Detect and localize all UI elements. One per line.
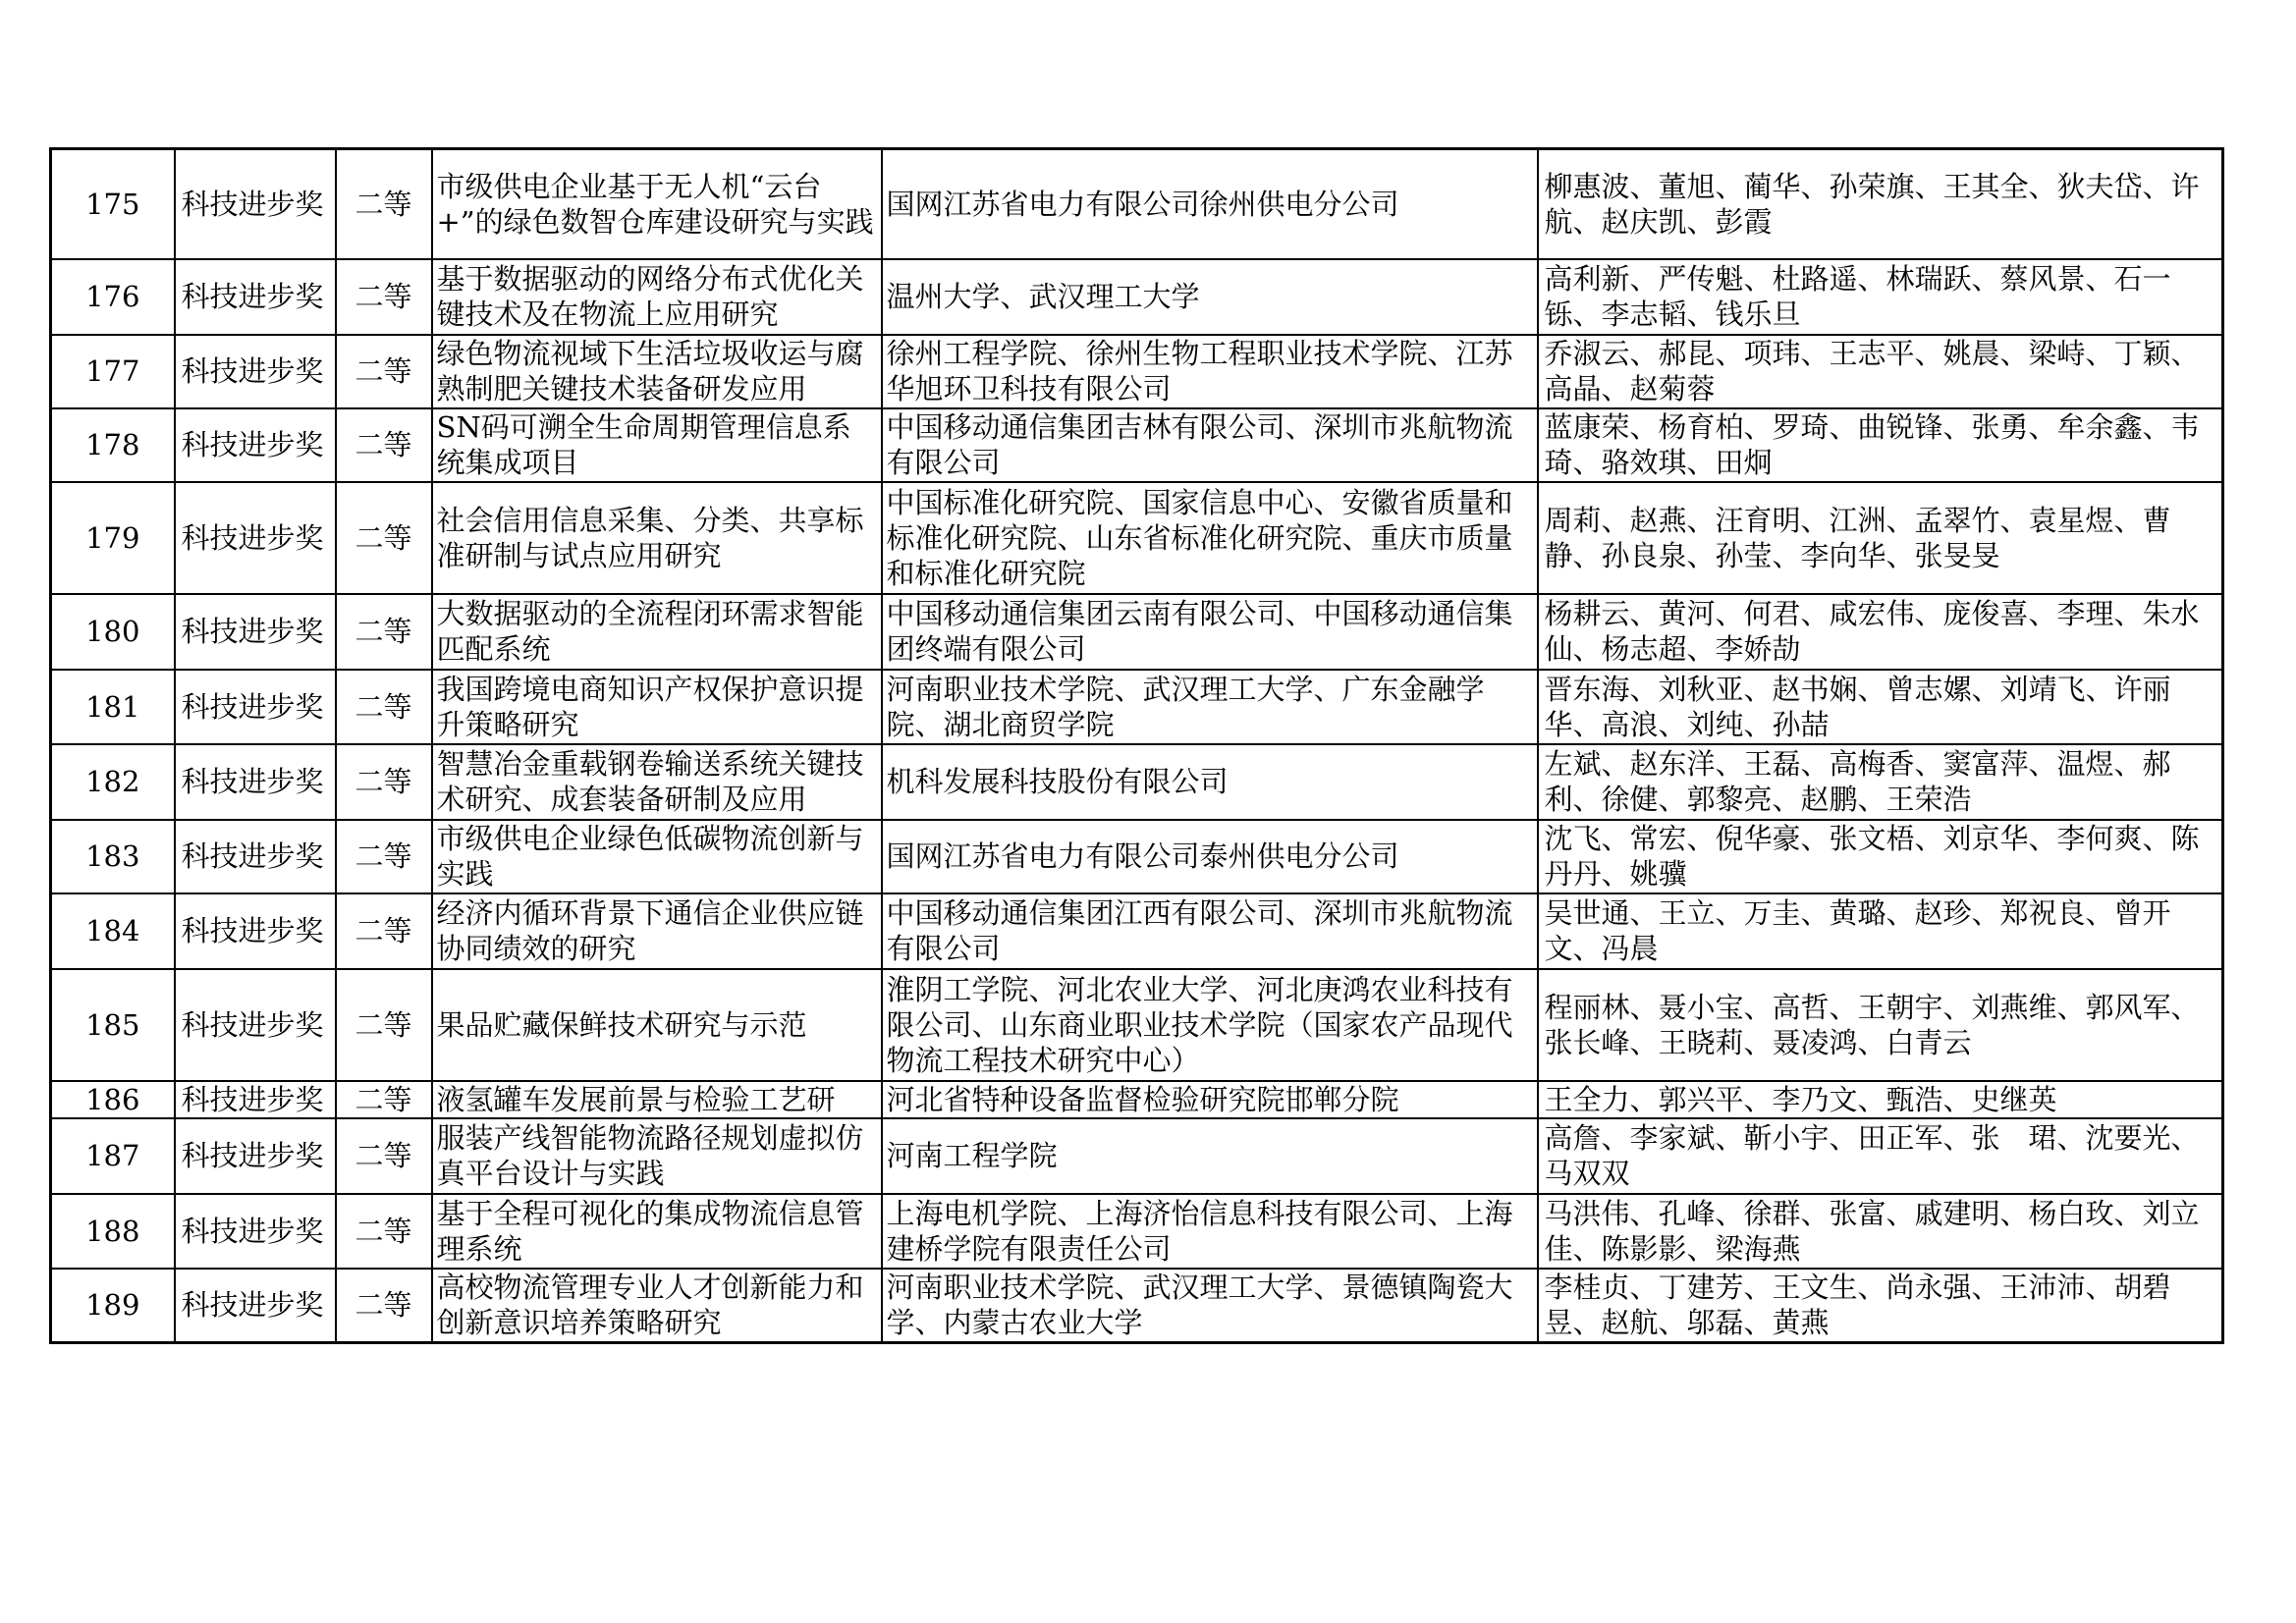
- row-number: 186: [51, 1081, 175, 1118]
- table-row: [51, 670, 2223, 744]
- project-name: 高校物流管理专业人才创新能力和创新意识培养策略研究: [432, 1269, 882, 1343]
- completing-people: 蓝康荣、杨育柏、罗琦、曲锐锋、张勇、牟余鑫、韦琦、骆效琪、田炯: [1538, 408, 2223, 482]
- award-grade: 二等: [336, 149, 432, 259]
- award-category: 科技进步奖: [175, 1118, 336, 1194]
- completing-people: 晋东海、刘秋亚、赵书娴、曾志嫘、刘靖飞、许丽华、高浪、刘纯、孙喆: [1538, 670, 2223, 744]
- row-number: 179: [51, 482, 175, 594]
- row-number: 180: [51, 594, 175, 670]
- completing-units: 温州大学、武汉理工大学: [882, 259, 1538, 335]
- table-row: [51, 259, 2223, 335]
- table-row: [51, 335, 2223, 408]
- row-number: 178: [51, 408, 175, 482]
- row-number: 181: [51, 670, 175, 744]
- project-name: 果品贮藏保鲜技术研究与示范: [432, 969, 882, 1081]
- table-row: [51, 594, 2223, 670]
- award-category: 科技进步奖: [175, 820, 336, 893]
- completing-units: 机科发展科技股份有限公司: [882, 744, 1538, 820]
- award-grade: 二等: [336, 1269, 432, 1343]
- table-row: [51, 820, 2223, 893]
- table-row: [51, 1194, 2223, 1269]
- award-category: 科技进步奖: [175, 594, 336, 670]
- completing-units: 河南工程学院: [882, 1118, 1538, 1194]
- award-category: 科技进步奖: [175, 1269, 336, 1343]
- project-name: 大数据驱动的全流程闭环需求智能匹配系统: [432, 594, 882, 670]
- completing-people: 高利新、严传魁、杜路遥、林瑞跃、蔡风景、石一铄、李志韬、钱乐旦: [1538, 259, 2223, 335]
- row-number: 183: [51, 820, 175, 893]
- award-category: 科技进步奖: [175, 335, 336, 408]
- project-name: 市级供电企业基于无人机“云台+”的绿色数智仓库建设研究与实践: [432, 149, 882, 259]
- completing-people: 柳惠波、董旭、蔺华、孙荣旗、王其全、狄夫岱、许航、赵庆凯、彭霞: [1538, 149, 2223, 259]
- project-name: 经济内循环背景下通信企业供应链协同绩效的研究: [432, 893, 882, 969]
- award-grade: 二等: [336, 969, 432, 1081]
- completing-units: 淮阴工学院、河北农业大学、河北庚鸿农业科技有限公司、山东商业职业技术学院（国家农产品现代物流工程技术研究中心）: [882, 969, 1538, 1081]
- award-grade: 二等: [336, 670, 432, 744]
- award-grade: 二等: [336, 594, 432, 670]
- award-grade: 二等: [336, 1194, 432, 1269]
- completing-people: 杨耕云、黄河、何君、咸宏伟、庞俊喜、李理、朱水仙、杨志超、李娇劼: [1538, 594, 2223, 670]
- completing-units: 河北省特种设备监督检验研究院邯郸分院: [882, 1081, 1538, 1118]
- row-number: 188: [51, 1194, 175, 1269]
- completing-people: 李桂贞、丁建芳、王文生、尚永强、王沛沛、胡碧昱、赵航、邬磊、黄燕: [1538, 1269, 2223, 1343]
- row-number: 189: [51, 1269, 175, 1343]
- completing-people: 沈飞、常宏、倪华豪、张文梧、刘京华、李何爽、陈丹丹、姚骥: [1538, 820, 2223, 893]
- completing-people: 高詹、李家斌、靳小宇、田正军、张 珺、沈要光、马双双: [1538, 1118, 2223, 1194]
- project-name: 基于数据驱动的网络分布式优化关键技术及在物流上应用研究: [432, 259, 882, 335]
- table-row: [51, 408, 2223, 482]
- table-row: [51, 1269, 2223, 1343]
- award-category: 科技进步奖: [175, 1081, 336, 1118]
- table-row: [51, 1081, 2223, 1118]
- award-table-body: [51, 149, 2223, 1343]
- completing-units: 中国移动通信集团吉林有限公司、深圳市兆航物流有限公司: [882, 408, 1538, 482]
- row-number: 175: [51, 149, 175, 259]
- completing-units: 徐州工程学院、徐州生物工程职业技术学院、江苏华旭环卫科技有限公司: [882, 335, 1538, 408]
- award-grade: 二等: [336, 893, 432, 969]
- project-name: 服装产线智能物流路径规划虚拟仿真平台设计与实践: [432, 1118, 882, 1194]
- award-grade: 二等: [336, 335, 432, 408]
- row-number: 185: [51, 969, 175, 1081]
- project-name: 智慧冶金重载钢卷输送系统关键技术研究、成套装备研制及应用: [432, 744, 882, 820]
- project-name: 社会信用信息采集、分类、共享标准研制与试点应用研究: [432, 482, 882, 594]
- completing-people: 乔淑云、郝昆、项玮、王志平、姚晨、梁峙、丁颖、高晶、赵菊蓉: [1538, 335, 2223, 408]
- award-grade: 二等: [336, 820, 432, 893]
- completing-units: 上海电机学院、上海济怡信息科技有限公司、上海建桥学院有限责任公司: [882, 1194, 1538, 1269]
- completing-units: 河南职业技术学院、武汉理工大学、景德镇陶瓷大学、内蒙古农业大学: [882, 1269, 1538, 1343]
- award-grade: 二等: [336, 1118, 432, 1194]
- award-category: 科技进步奖: [175, 893, 336, 969]
- award-category: 科技进步奖: [175, 149, 336, 259]
- award-grade: 二等: [336, 482, 432, 594]
- row-number: 187: [51, 1118, 175, 1194]
- award-grade: 二等: [336, 1081, 432, 1118]
- table-row: [51, 149, 2223, 259]
- project-name: 我国跨境电商知识产权保护意识提升策略研究: [432, 670, 882, 744]
- row-number: 177: [51, 335, 175, 408]
- project-name: 绿色物流视域下生活垃圾收运与腐熟制肥关键技术装备研发应用: [432, 335, 882, 408]
- table-row: [51, 482, 2223, 594]
- completing-units: 中国移动通信集团云南有限公司、中国移动通信集团终端有限公司: [882, 594, 1538, 670]
- award-category: 科技进步奖: [175, 482, 336, 594]
- award-category: 科技进步奖: [175, 408, 336, 482]
- completing-people: 周莉、赵燕、汪育明、江洲、孟翠竹、袁星煜、曹静、孙良泉、孙莹、李向华、张旻旻: [1538, 482, 2223, 594]
- completing-people: 王全力、郭兴平、李乃文、甄浩、史继英: [1538, 1081, 2223, 1118]
- completing-units: 中国移动通信集团江西有限公司、深圳市兆航物流有限公司: [882, 893, 1538, 969]
- completing-units: 河南职业技术学院、武汉理工大学、广东金融学院、湖北商贸学院: [882, 670, 1538, 744]
- award-category: 科技进步奖: [175, 969, 336, 1081]
- completing-people: 程丽林、聂小宝、高哲、王朝宇、刘燕维、郭风军、张长峰、王晓莉、聂凌鸿、白青云: [1538, 969, 2223, 1081]
- completing-people: 马洪伟、孔峰、徐群、张富、戚建明、杨白玫、刘立佳、陈影影、梁海燕: [1538, 1194, 2223, 1269]
- award-category: 科技进步奖: [175, 1194, 336, 1269]
- award-table: [49, 147, 2224, 1344]
- project-name: 液氢罐车发展前景与检验工艺研: [432, 1081, 882, 1118]
- row-number: 182: [51, 744, 175, 820]
- completing-units: 国网江苏省电力有限公司徐州供电分公司: [882, 149, 1538, 259]
- award-grade: 二等: [336, 408, 432, 482]
- award-category: 科技进步奖: [175, 744, 336, 820]
- row-number: 176: [51, 259, 175, 335]
- completing-units: 中国标准化研究院、国家信息中心、安徽省质量和标准化研究院、山东省标准化研究院、重庆市质量和标准化研究院: [882, 482, 1538, 594]
- table-row: [51, 893, 2223, 969]
- row-number: 184: [51, 893, 175, 969]
- table-row: [51, 1118, 2223, 1194]
- project-name: 市级供电企业绿色低碳物流创新与实践: [432, 820, 882, 893]
- completing-people: 吴世通、王立、万圭、黄璐、赵珍、郑祝良、曾开文、冯晨: [1538, 893, 2223, 969]
- award-grade: 二等: [336, 744, 432, 820]
- completing-units: 国网江苏省电力有限公司泰州供电分公司: [882, 820, 1538, 893]
- project-name: SN码可溯全生命周期管理信息系统集成项目: [432, 408, 882, 482]
- table-row: [51, 969, 2223, 1081]
- project-name: 基于全程可视化的集成物流信息管理系统: [432, 1194, 882, 1269]
- completing-people: 左斌、赵东洋、王磊、高梅香、窦富萍、温煜、郝利、徐健、郭黎亮、赵鹏、王荣浩: [1538, 744, 2223, 820]
- award-category: 科技进步奖: [175, 259, 336, 335]
- table-row: [51, 744, 2223, 820]
- award-category: 科技进步奖: [175, 670, 336, 744]
- award-grade: 二等: [336, 259, 432, 335]
